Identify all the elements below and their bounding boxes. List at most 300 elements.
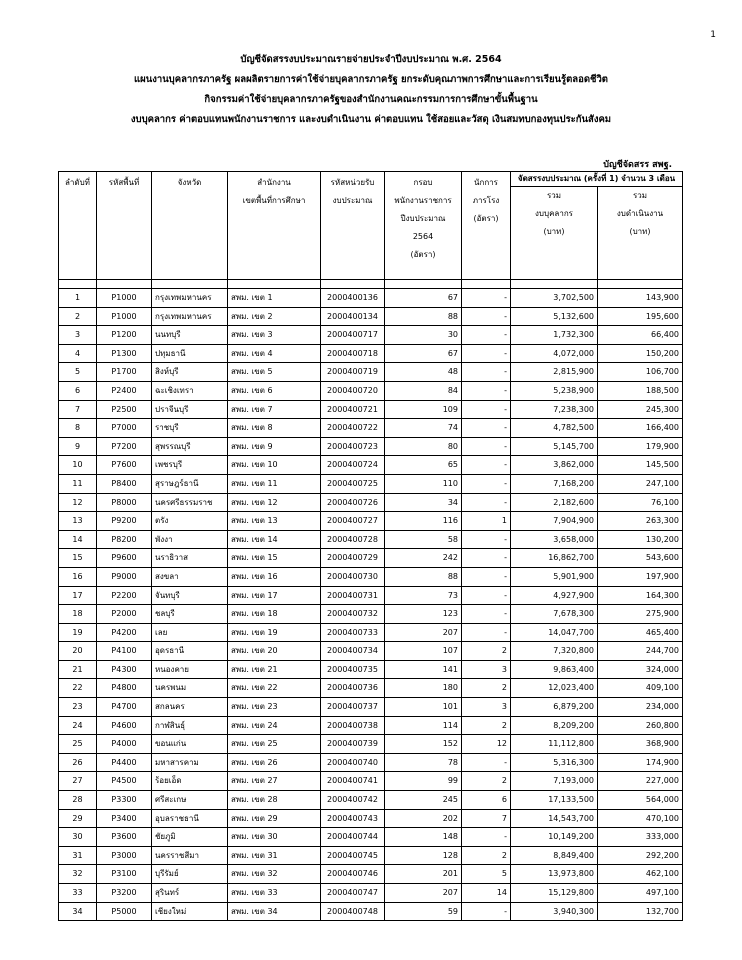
cell-area-code: P1000 — [97, 289, 152, 308]
cell-operating: 145,500 — [598, 456, 683, 475]
cell-seq: 26 — [59, 753, 97, 772]
table-row — [59, 623, 683, 642]
cell-operating: 564,000 — [598, 791, 683, 810]
cell-province: กาฬสินธุ์ — [152, 716, 228, 735]
cell-seq: 9 — [59, 437, 97, 456]
cell-quota: 58 — [385, 530, 462, 549]
cell-janitor: - — [462, 549, 511, 568]
table-row — [59, 642, 683, 661]
cell-unit-code: 2000400720 — [321, 381, 385, 400]
cell-office: สพม. เขต 7 — [228, 400, 321, 419]
cell-unit-code: 2000400721 — [321, 400, 385, 419]
cell-office: สพม. เขต 34 — [228, 902, 321, 921]
table-row — [59, 512, 683, 531]
table-row — [59, 753, 683, 772]
table-row — [59, 772, 683, 791]
cell-operating: 333,000 — [598, 828, 683, 847]
cell-operating: 150,200 — [598, 344, 683, 363]
cell-unit-code: 2000400745 — [321, 846, 385, 865]
cell-janitor: 3 — [462, 660, 511, 679]
cell-operating: 234,000 — [598, 698, 683, 717]
cell-janitor: 5 — [462, 865, 511, 884]
table-row — [59, 567, 683, 586]
cell-janitor: 2 — [462, 679, 511, 698]
cell-unit-code: 2000400726 — [321, 493, 385, 512]
cell-janitor: - — [462, 400, 511, 419]
cell-quota: 245 — [385, 791, 462, 810]
table-row — [59, 791, 683, 810]
cell-personnel: 3,702,500 — [511, 289, 598, 308]
cell-unit-code: 2000400725 — [321, 474, 385, 493]
cell-quota: 88 — [385, 307, 462, 326]
cell-personnel: 5,145,700 — [511, 437, 598, 456]
cell-janitor: 6 — [462, 791, 511, 810]
cell-unit-code: 2000400744 — [321, 828, 385, 847]
cell-quota: 88 — [385, 567, 462, 586]
cell-province: หนองคาย — [152, 660, 228, 679]
cell-personnel: 7,320,800 — [511, 642, 598, 661]
cell-area-code: P3100 — [97, 865, 152, 884]
spacer-row — [59, 280, 683, 289]
cell-quota: 107 — [385, 642, 462, 661]
cell-operating: 143,900 — [598, 289, 683, 308]
cell-janitor: 1 — [462, 512, 511, 531]
cell-province: นครศรีธรรมราช — [152, 493, 228, 512]
page-number: 1 — [710, 30, 716, 40]
cell-operating: 247,100 — [598, 474, 683, 493]
table-row — [59, 735, 683, 754]
cell-operating: 179,900 — [598, 437, 683, 456]
cell-office: สพม. เขต 12 — [228, 493, 321, 512]
cell-operating: 245,300 — [598, 400, 683, 419]
cell-operating: 465,400 — [598, 623, 683, 642]
cell-janitor: 7 — [462, 809, 511, 828]
cell-unit-code: 2000400134 — [321, 307, 385, 326]
cell-province: ร้อยเอ็ด — [152, 772, 228, 791]
cell-unit-code: 2000400736 — [321, 679, 385, 698]
cell-area-code: P7200 — [97, 437, 152, 456]
cell-area-code: P1300 — [97, 344, 152, 363]
cell-quota: 99 — [385, 772, 462, 791]
cell-operating: 275,900 — [598, 605, 683, 624]
cell-area-code: P4200 — [97, 623, 152, 642]
cell-office: สพม. เขต 4 — [228, 344, 321, 363]
cell-unit-code: 2000400731 — [321, 586, 385, 605]
cell-office: สพม. เขต 28 — [228, 791, 321, 810]
table-row — [59, 865, 683, 884]
cell-quota: 128 — [385, 846, 462, 865]
cell-quota: 201 — [385, 865, 462, 884]
cell-province: บุรีรัมย์ — [152, 865, 228, 884]
cell-unit-code: 2000400747 — [321, 884, 385, 903]
cell-personnel: 8,209,200 — [511, 716, 598, 735]
table-row — [59, 679, 683, 698]
cell-unit-code: 2000400724 — [321, 456, 385, 475]
cell-quota: 74 — [385, 419, 462, 438]
cell-operating: 174,900 — [598, 753, 683, 772]
cell-personnel: 5,901,900 — [511, 567, 598, 586]
cell-seq: 27 — [59, 772, 97, 791]
cell-office: สพม. เขต 33 — [228, 884, 321, 903]
cell-personnel: 3,658,000 — [511, 530, 598, 549]
cell-personnel: 3,940,300 — [511, 902, 598, 921]
cell-operating: 324,000 — [598, 660, 683, 679]
cell-janitor: - — [462, 344, 511, 363]
cell-area-code: P3300 — [97, 791, 152, 810]
title-line-1: บัญชีจัดสรรงบประมาณรายจ่ายประจำปีงบประมาณ พ.ศ. 2564 — [240, 54, 502, 65]
cell-quota: 84 — [385, 381, 462, 400]
table-row — [59, 828, 683, 847]
cell-unit-code: 2000400746 — [321, 865, 385, 884]
cell-office: สพม. เขต 26 — [228, 753, 321, 772]
cell-unit-code: 2000400732 — [321, 605, 385, 624]
cell-unit-code: 2000400717 — [321, 326, 385, 345]
cell-janitor: - — [462, 419, 511, 438]
cell-quota: 202 — [385, 809, 462, 828]
cell-province: สุรินทร์ — [152, 884, 228, 903]
cell-seq: 10 — [59, 456, 97, 475]
cell-personnel: 4,782,500 — [511, 419, 598, 438]
cell-seq: 7 — [59, 400, 97, 419]
cell-unit-code: 2000400727 — [321, 512, 385, 531]
cell-area-code: P4500 — [97, 772, 152, 791]
cell-personnel: 9,863,400 — [511, 660, 598, 679]
cell-janitor: 2 — [462, 716, 511, 735]
cell-janitor: - — [462, 493, 511, 512]
cell-seq: 4 — [59, 344, 97, 363]
cell-operating: 164,300 — [598, 586, 683, 605]
cell-province: ชลบุรี — [152, 605, 228, 624]
cell-area-code: P3200 — [97, 884, 152, 903]
cell-operating: 76,100 — [598, 493, 683, 512]
cell-province: เพชรบุรี — [152, 456, 228, 475]
cell-area-code: P9200 — [97, 512, 152, 531]
cell-quota: 180 — [385, 679, 462, 698]
cell-quota: 73 — [385, 586, 462, 605]
cell-area-code: P7600 — [97, 456, 152, 475]
col-header-province: จังหวัด — [152, 172, 228, 280]
cell-office: สพม. เขต 19 — [228, 623, 321, 642]
cell-personnel: 14,543,700 — [511, 809, 598, 828]
cell-area-code: P2200 — [97, 586, 152, 605]
cell-seq: 11 — [59, 474, 97, 493]
col-header-quota: กรอบ พนักงานราชการ ปีงบประมาณ 2564 (อัตรา) — [385, 172, 462, 280]
cell-province: นครราชสีมา — [152, 846, 228, 865]
table-row — [59, 344, 683, 363]
cell-province: ปทุมธานี — [152, 344, 228, 363]
cell-office: สพม. เขต 22 — [228, 679, 321, 698]
cell-personnel: 5,132,600 — [511, 307, 598, 326]
cell-area-code: P9600 — [97, 549, 152, 568]
cell-janitor: - — [462, 828, 511, 847]
cell-janitor: - — [462, 605, 511, 624]
col-header-office: สำนักงาน เขตพื้นที่การศึกษา — [228, 172, 321, 280]
table-row — [59, 846, 683, 865]
cell-janitor: - — [462, 623, 511, 642]
table-row — [59, 530, 683, 549]
table-body — [59, 280, 683, 921]
cell-area-code: P4800 — [97, 679, 152, 698]
cell-province: อุดรธานี — [152, 642, 228, 661]
cell-personnel: 7,168,200 — [511, 474, 598, 493]
cell-operating: 130,200 — [598, 530, 683, 549]
cell-area-code: P8400 — [97, 474, 152, 493]
cell-area-code: P2000 — [97, 605, 152, 624]
cell-seq: 5 — [59, 363, 97, 382]
cell-unit-code: 2000400748 — [321, 902, 385, 921]
cell-personnel: 5,316,300 — [511, 753, 598, 772]
col-header-budget-allocation: จัดสรรงบประมาณ (ครั้งที่ 1) จำนวน 3 เดือน — [511, 172, 683, 187]
cell-operating: 543,600 — [598, 549, 683, 568]
cell-janitor: 12 — [462, 735, 511, 754]
cell-province: นครพนม — [152, 679, 228, 698]
cell-unit-code: 2000400737 — [321, 698, 385, 717]
cell-province: จันทบุรี — [152, 586, 228, 605]
cell-province: สุราษฎร์ธานี — [152, 474, 228, 493]
cell-personnel: 10,149,200 — [511, 828, 598, 847]
cell-seq: 8 — [59, 419, 97, 438]
cell-province: ฉะเชิงเทรา — [152, 381, 228, 400]
cell-office: สพม. เขต 20 — [228, 642, 321, 661]
cell-personnel: 14,047,700 — [511, 623, 598, 642]
cell-quota: 30 — [385, 326, 462, 345]
cell-area-code: P4100 — [97, 642, 152, 661]
cell-unit-code: 2000400734 — [321, 642, 385, 661]
cell-seq: 2 — [59, 307, 97, 326]
cell-province: กรุงเทพมหานคร — [152, 307, 228, 326]
cell-seq: 18 — [59, 605, 97, 624]
cell-personnel: 7,904,900 — [511, 512, 598, 531]
cell-province: อุบลราชธานี — [152, 809, 228, 828]
cell-province: ปราจีนบุรี — [152, 400, 228, 419]
cell-area-code: P1200 — [97, 326, 152, 345]
cell-operating: 497,100 — [598, 884, 683, 903]
cell-seq: 31 — [59, 846, 97, 865]
cell-janitor: - — [462, 326, 511, 345]
cell-seq: 20 — [59, 642, 97, 661]
table-row — [59, 493, 683, 512]
cell-quota: 242 — [385, 549, 462, 568]
table-row — [59, 326, 683, 345]
cell-office: สพม. เขต 5 — [228, 363, 321, 382]
cell-operating: 227,000 — [598, 772, 683, 791]
cell-janitor: 3 — [462, 698, 511, 717]
cell-unit-code: 2000400740 — [321, 753, 385, 772]
cell-seq: 28 — [59, 791, 97, 810]
cell-unit-code: 2000400739 — [321, 735, 385, 754]
cell-operating: 462,100 — [598, 865, 683, 884]
table-row — [59, 307, 683, 326]
cell-seq: 32 — [59, 865, 97, 884]
cell-personnel: 12,023,400 — [511, 679, 598, 698]
cell-seq: 12 — [59, 493, 97, 512]
cell-unit-code: 2000400719 — [321, 363, 385, 382]
cell-area-code: P2500 — [97, 400, 152, 419]
table-row — [59, 289, 683, 308]
cell-quota: 141 — [385, 660, 462, 679]
cell-office: สพม. เขต 30 — [228, 828, 321, 847]
col-header-seq: ลำดับที่ — [59, 172, 97, 280]
cell-quota: 65 — [385, 456, 462, 475]
title-line-3: กิจกรรมค่าใช้จ่ายบุคลากรภาครัฐของสำนักงานคณะกรรมการการศึกษาขั้นพื้นฐาน — [204, 94, 538, 105]
cell-operating: 292,200 — [598, 846, 683, 865]
cell-quota: 34 — [385, 493, 462, 512]
table-row — [59, 549, 683, 568]
cell-personnel: 15,129,800 — [511, 884, 598, 903]
cell-office: สพม. เขต 10 — [228, 456, 321, 475]
cell-office: สพม. เขต 16 — [228, 567, 321, 586]
cell-office: สพม. เขต 25 — [228, 735, 321, 754]
cell-operating: 188,500 — [598, 381, 683, 400]
cell-seq: 29 — [59, 809, 97, 828]
cell-province: สิงห์บุรี — [152, 363, 228, 382]
cell-seq: 1 — [59, 289, 97, 308]
cell-province: ศรีสะเกษ — [152, 791, 228, 810]
cell-area-code: P2400 — [97, 381, 152, 400]
cell-seq: 25 — [59, 735, 97, 754]
table-row — [59, 381, 683, 400]
cell-quota: 59 — [385, 902, 462, 921]
cell-janitor: - — [462, 902, 511, 921]
cell-personnel: 8,849,400 — [511, 846, 598, 865]
table-row — [59, 419, 683, 438]
col-header-operating: รวม งบดำเนินงาน (บาท) — [598, 187, 683, 280]
cell-office: สพม. เขต 6 — [228, 381, 321, 400]
cell-personnel: 4,072,000 — [511, 344, 598, 363]
table-row — [59, 809, 683, 828]
cell-unit-code: 2000400735 — [321, 660, 385, 679]
cell-unit-code: 2000400738 — [321, 716, 385, 735]
cell-personnel: 1,732,300 — [511, 326, 598, 345]
cell-unit-code: 2000400723 — [321, 437, 385, 456]
cell-area-code: P3400 — [97, 809, 152, 828]
cell-seq: 21 — [59, 660, 97, 679]
cell-personnel: 7,193,000 — [511, 772, 598, 791]
cell-province: มหาสารคาม — [152, 753, 228, 772]
cell-quota: 101 — [385, 698, 462, 717]
cell-operating: 197,900 — [598, 567, 683, 586]
col-header-janitor: นักการ ภารโรง (อัตรา) — [462, 172, 511, 280]
cell-office: สพม. เขต 24 — [228, 716, 321, 735]
cell-area-code: P4600 — [97, 716, 152, 735]
cell-province: ราชบุรี — [152, 419, 228, 438]
title-line-4: งบบุคลากร ค่าตอบแทนพนักงานราชการ และงบดำเนินงาน ค่าตอบแทน ใช้สอยและวัสดุ เงินสมทบกองทุนประกันสังคม — [130, 114, 612, 125]
cell-janitor: - — [462, 530, 511, 549]
cell-janitor: - — [462, 381, 511, 400]
cell-office: สพม. เขต 2 — [228, 307, 321, 326]
cell-operating: 260,800 — [598, 716, 683, 735]
cell-seq: 6 — [59, 381, 97, 400]
cell-operating: 132,700 — [598, 902, 683, 921]
cell-office: สพม. เขต 9 — [228, 437, 321, 456]
cell-seq: 3 — [59, 326, 97, 345]
cell-quota: 48 — [385, 363, 462, 382]
cell-office: สพม. เขต 14 — [228, 530, 321, 549]
cell-personnel: 2,815,900 — [511, 363, 598, 382]
cell-quota: 109 — [385, 400, 462, 419]
cell-quota: 207 — [385, 884, 462, 903]
cell-unit-code: 2000400742 — [321, 791, 385, 810]
cell-quota: 114 — [385, 716, 462, 735]
cell-unit-code: 2000400733 — [321, 623, 385, 642]
cell-operating: 244,700 — [598, 642, 683, 661]
cell-area-code: P4300 — [97, 660, 152, 679]
cell-operating: 470,100 — [598, 809, 683, 828]
cell-janitor: 2 — [462, 772, 511, 791]
cell-unit-code: 2000400730 — [321, 567, 385, 586]
cell-office: สพม. เขต 29 — [228, 809, 321, 828]
cell-unit-code: 2000400729 — [321, 549, 385, 568]
table-row — [59, 474, 683, 493]
table-row — [59, 363, 683, 382]
document-titles — [0, 50, 742, 130]
table-row — [59, 437, 683, 456]
cell-personnel: 16,862,700 — [511, 549, 598, 568]
cell-personnel: 3,862,000 — [511, 456, 598, 475]
cell-office: สพม. เขต 15 — [228, 549, 321, 568]
cell-seq: 24 — [59, 716, 97, 735]
cell-office: สพม. เขต 11 — [228, 474, 321, 493]
cell-province: สุพรรณบุรี — [152, 437, 228, 456]
cell-operating: 106,700 — [598, 363, 683, 382]
cell-janitor: 14 — [462, 884, 511, 903]
cell-province: ชัยภูมิ — [152, 828, 228, 847]
cell-operating: 166,400 — [598, 419, 683, 438]
cell-operating: 195,600 — [598, 307, 683, 326]
cell-office: สพม. เขต 17 — [228, 586, 321, 605]
cell-seq: 34 — [59, 902, 97, 921]
cell-operating: 263,300 — [598, 512, 683, 531]
cell-personnel: 11,112,800 — [511, 735, 598, 754]
cell-province: นราธิวาส — [152, 549, 228, 568]
attachment-label: บัญชีจัดสรร สพฐ. — [603, 160, 672, 170]
cell-province: นนทบุรี — [152, 326, 228, 345]
cell-unit-code: 2000400728 — [321, 530, 385, 549]
cell-office: สพม. เขต 13 — [228, 512, 321, 531]
cell-personnel: 7,238,300 — [511, 400, 598, 419]
table-row — [59, 716, 683, 735]
title-line-2: แผนงานบุคลากรภาครัฐ ผลผลิตรายการค่าใช้จ่ายบุคลากรภาครัฐ ยกระดับคุณภาพการศึกษาและการเรียนรู้ตลอดชีวิต — [134, 74, 608, 85]
cell-janitor: - — [462, 567, 511, 586]
cell-janitor: 2 — [462, 846, 511, 865]
cell-office: สพม. เขต 8 — [228, 419, 321, 438]
table-row — [59, 586, 683, 605]
cell-province: สงขลา — [152, 567, 228, 586]
cell-area-code: P1000 — [97, 307, 152, 326]
cell-seq: 33 — [59, 884, 97, 903]
cell-province: ขอนแก่น — [152, 735, 228, 754]
table-row — [59, 884, 683, 903]
cell-seq: 19 — [59, 623, 97, 642]
cell-area-code: P5000 — [97, 902, 152, 921]
cell-province: กรุงเทพมหานคร — [152, 289, 228, 308]
cell-seq: 23 — [59, 698, 97, 717]
cell-quota: 152 — [385, 735, 462, 754]
cell-area-code: P4400 — [97, 753, 152, 772]
table-header — [59, 172, 683, 280]
cell-area-code: P3000 — [97, 846, 152, 865]
cell-personnel: 6,879,200 — [511, 698, 598, 717]
cell-janitor: - — [462, 456, 511, 475]
cell-unit-code: 2000400743 — [321, 809, 385, 828]
col-header-unit-code: รหัสหน่วยรับ งบประมาณ — [321, 172, 385, 280]
cell-operating: 409,100 — [598, 679, 683, 698]
cell-janitor: - — [462, 307, 511, 326]
cell-personnel: 13,973,800 — [511, 865, 598, 884]
cell-operating: 368,900 — [598, 735, 683, 754]
cell-personnel: 2,182,600 — [511, 493, 598, 512]
cell-area-code: P4000 — [97, 735, 152, 754]
